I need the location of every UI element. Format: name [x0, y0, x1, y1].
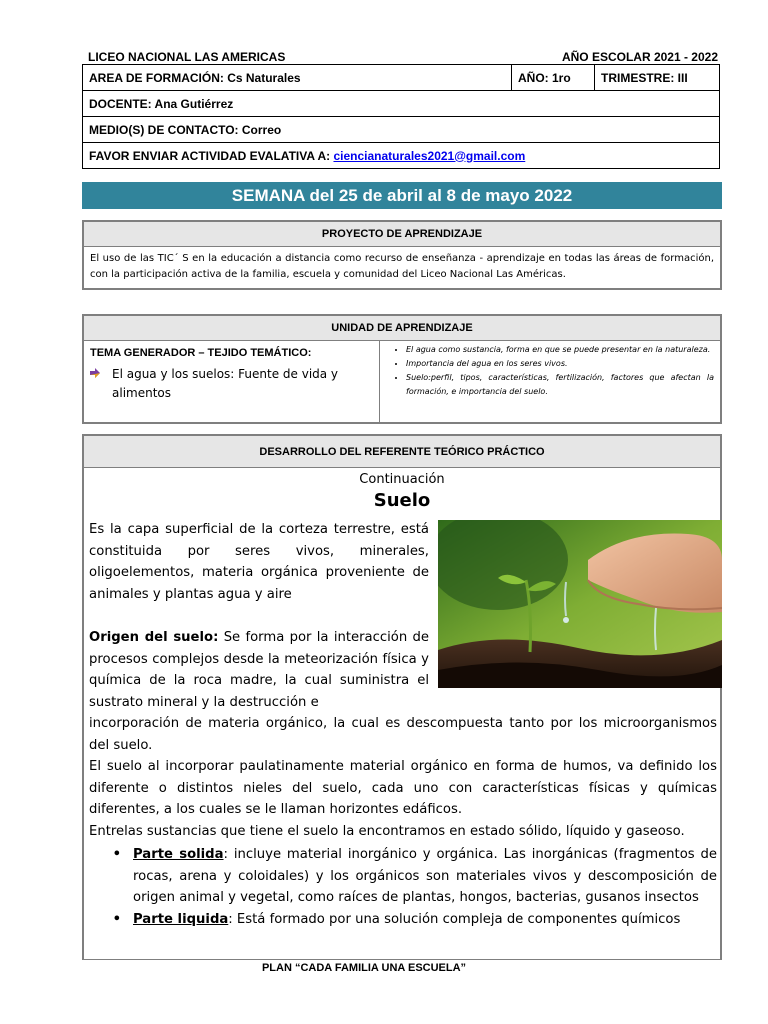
desarrollo-title: DESARROLLO DEL REFERENTE TEÓRICO PRÁCTICO [84, 436, 720, 468]
area-cell: AREA DE FORMACIÓN: Cs Naturales [83, 65, 512, 91]
continuation-paragraph-1: incorporación de materia orgánico, la cual es descompuesta tanto por los microorganismos del suelo. [89, 716, 717, 753]
unidad-box [82, 314, 722, 424]
suelo-continuation [89, 713, 717, 842]
continuacion-label: Continuación [359, 472, 445, 487]
contacto-cell: MEDIO(S) DE CONTACTO: Correo [83, 117, 720, 143]
page-footer: PLAN “CADA FAMILIA UNA ESCUELA” [261, 962, 467, 974]
proyecto-text: El uso de las TIC´ S en la educación a distancia como recurso de enseñanza - aprendizaje en todas las áreas de formación, con la participación activa de la familia, escuela y comunidad del Liceo Nacional Las Américas. [90, 253, 714, 280]
enviar-cell [83, 143, 720, 169]
bullet-label: Parte solida [133, 847, 224, 862]
trimestre-cell: TRIMESTRE: III [595, 65, 720, 91]
tema-item-text: El agua y los suelos: Fuente de vida y alimentos [112, 367, 339, 400]
hand-watering-seedling-photo [438, 520, 722, 688]
origen-paragraph [89, 627, 429, 713]
suelo-definition-text: Es la capa superficial de la corteza terrestre, está constituida por seres vivos, minerales, oligoelementos, materia orgánica proveniente de animales y plantas agua y aire [89, 522, 429, 602]
anio-cell: AÑO: 1ro [512, 65, 595, 91]
email-link[interactable]: ciencianaturales2021@gmail.com [333, 148, 526, 163]
page-header [88, 46, 718, 64]
tejido-column [380, 341, 720, 422]
continuation-paragraph-3: Entrelas sustancias que tiene el suelo la encontramos en estado sólido, líquido y gaseoso. [89, 823, 685, 839]
school-name: LICEO NACIONAL LAS AMERICAS [88, 50, 286, 64]
proyecto-title: PROYECTO DE APRENDIZAJE [84, 222, 720, 247]
proyecto-box [82, 220, 722, 290]
desarrollo-box [82, 434, 722, 960]
list-item: • Parte solida: incluye material inorgánico y orgánica. Las inorgánicas (fragmentos de rocas, arena y coloidales) y los orgánicos son materiales vivos y descomposición de origen animal y vegetal, como raíces de plantas, hongos, bacterias, gusanos insectos [89, 844, 717, 909]
unidad-title: UNIDAD DE APRENDIZAJE [84, 316, 720, 341]
soil-parts-list [89, 844, 717, 930]
tejido-item: • Importancia del agua en los seres vivos. [406, 357, 714, 371]
tema-item [90, 365, 373, 403]
origen-label-text: Origen del suelo [89, 630, 214, 645]
arrow-bullet-icon [90, 365, 112, 403]
bullet-dot-icon: • [112, 847, 121, 862]
tejido-item: • El agua como sustancia, forma en que se puede presentar en la naturaleza. [406, 343, 714, 357]
enviar-label: FAVOR ENVIAR ACTIVIDAD EVALATIVA A: [89, 148, 331, 163]
school-year: AÑO ESCOLAR 2021 - 2022 [561, 50, 718, 64]
list-item: • Parte liquida: Está formado por una solución compleja de componentes químicos [89, 909, 717, 931]
bullet-label: Parte liquida [133, 911, 229, 927]
docente-cell: DOCENTE: Ana Gutiérrez [83, 91, 720, 117]
bullet-text: Está formado por una solución compleja de componentes químicos [236, 911, 681, 927]
info-table [82, 64, 720, 169]
bullet-dot-icon: • [112, 911, 121, 927]
origen-label: Origen del suelo: [89, 630, 219, 645]
week-banner: SEMANA del 25 de abril al 8 de mayo 2022 [82, 182, 722, 209]
origen-text: Se forma por la interacción de procesos complejos desde la meteorización física y química de la roca madre, la cual suministra el sustrato mineral y la destrucción e [89, 630, 430, 710]
bullet-text: incluye material inorgánico y orgánica. Las inorgánicas (fragmentos de rocas, arena y coloidales) y los orgánicos son materiales vivos y descomposición de origen animal y vegetal, como raíces de plantas, hongos, bacterias, gusanos insectos [133, 847, 717, 905]
tejido-item: • Suelo:perfil, tipos, características, fertilización, factores que afectan la formación, e importancia del suelo. [406, 371, 714, 399]
suelo-definition [89, 519, 429, 605]
tema-column [84, 341, 380, 422]
suelo-heading: Suelo [373, 490, 431, 511]
continuation-paragraph-2: El suelo al incorporar paulatinamente material orgánico en forma de humos, va definido los diferente o distintos nieles del suelo, cada uno con características físicas y químicas diferentes, a los cuales se le llaman horizontes edáficos. [89, 759, 717, 817]
tema-label: TEMA GENERADOR – TEJIDO TEMÁTICO: [90, 347, 312, 359]
